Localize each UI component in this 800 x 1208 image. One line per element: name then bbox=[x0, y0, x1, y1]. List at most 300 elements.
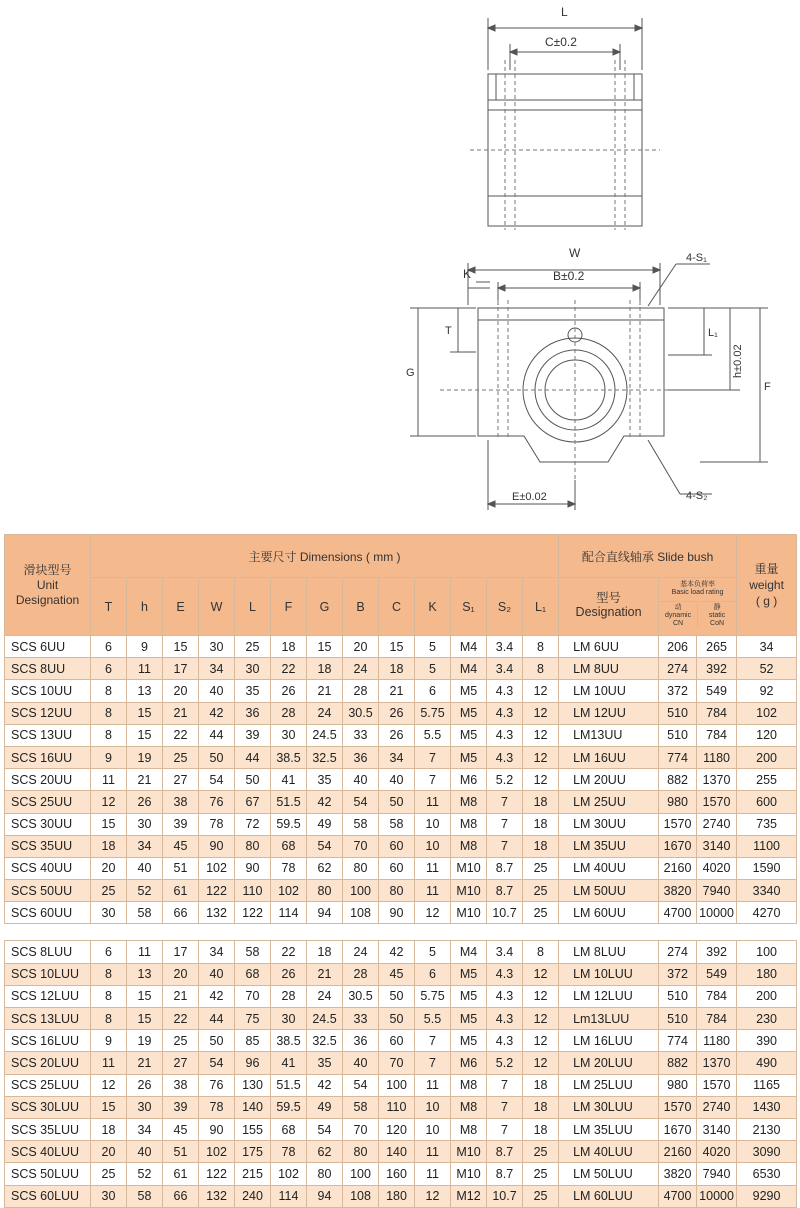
table-cell: 21 bbox=[127, 1052, 163, 1074]
table-row bbox=[5, 1030, 797, 1052]
table-cell: 50 bbox=[379, 1008, 415, 1030]
table-row bbox=[5, 724, 797, 746]
bush-designation-cell: LM 30LUU bbox=[559, 1096, 659, 1118]
table-cell: 34 bbox=[199, 658, 235, 680]
table-cell: 255 bbox=[737, 769, 797, 791]
unit-designation-cell: SCS 13UU bbox=[5, 724, 91, 746]
table-cell: 54 bbox=[307, 835, 343, 857]
table-cell: 180 bbox=[737, 963, 797, 985]
table-cell: 3820 bbox=[659, 1163, 697, 1185]
table-cell: 21 bbox=[307, 680, 343, 702]
table-cell: 15 bbox=[127, 724, 163, 746]
table-cell: 27 bbox=[163, 1052, 199, 1074]
table-cell: 60 bbox=[379, 835, 415, 857]
table-cell: 20 bbox=[343, 636, 379, 658]
table-cell: 18 bbox=[523, 1118, 559, 1140]
table-cell: 40 bbox=[343, 1052, 379, 1074]
table-cell: 12 bbox=[523, 680, 559, 702]
unit-header-en1: Unit bbox=[36, 577, 59, 592]
table-cell: 58 bbox=[235, 941, 271, 963]
table-cell: 90 bbox=[235, 857, 271, 879]
bush-designation-cell: LM 8UU bbox=[559, 658, 659, 680]
bush-designation-cell: LM 60LUU bbox=[559, 1185, 659, 1207]
table-cell: 51.5 bbox=[271, 791, 307, 813]
table-cell: 24.5 bbox=[307, 1008, 343, 1030]
dim-col-header: G bbox=[307, 578, 343, 636]
table-cell: 20 bbox=[163, 680, 199, 702]
table-cell: 51 bbox=[163, 1141, 199, 1163]
table-cell: 24 bbox=[343, 658, 379, 680]
table-cell: 78 bbox=[199, 1096, 235, 1118]
dim-label-h: h±0.02 bbox=[732, 344, 744, 378]
table-cell: 4.3 bbox=[487, 1008, 523, 1030]
bush-designation-header bbox=[559, 578, 659, 636]
bush-model-cn: 型号 bbox=[596, 591, 622, 605]
table-cell: 15 bbox=[127, 985, 163, 1007]
table-cell: 1570 bbox=[659, 1096, 697, 1118]
table-cell: 30 bbox=[235, 658, 271, 680]
table-cell: 3340 bbox=[737, 880, 797, 902]
table-cell: 42 bbox=[307, 791, 343, 813]
table-cell: 25 bbox=[163, 1030, 199, 1052]
bush-designation-cell: LM 40UU bbox=[559, 857, 659, 879]
table-cell: 35 bbox=[307, 769, 343, 791]
unit-designation-header bbox=[5, 535, 91, 636]
table-cell: M12 bbox=[451, 1185, 487, 1207]
table-cell: 30 bbox=[271, 1008, 307, 1030]
table-cell: 76 bbox=[199, 1074, 235, 1096]
table-cell: 59.5 bbox=[271, 813, 307, 835]
table-cell: 40 bbox=[379, 769, 415, 791]
table-cell: 11 bbox=[415, 1163, 451, 1185]
weight-header-unit: ( g ) bbox=[755, 594, 778, 608]
table-cell: 25 bbox=[163, 746, 199, 768]
table-cell: 52 bbox=[737, 658, 797, 680]
table-cell: 17 bbox=[163, 658, 199, 680]
table-cell: 15 bbox=[163, 636, 199, 658]
table-cell: 230 bbox=[737, 1008, 797, 1030]
table-cell: 7 bbox=[487, 1096, 523, 1118]
table-cell: 80 bbox=[379, 880, 415, 902]
table-row bbox=[5, 702, 797, 724]
table-cell: 34 bbox=[199, 941, 235, 963]
table-cell: 68 bbox=[271, 1118, 307, 1140]
table-cell: 372 bbox=[659, 963, 697, 985]
table-cell: 240 bbox=[235, 1185, 271, 1207]
table-cell: 25 bbox=[523, 1185, 559, 1207]
table-cell: 33 bbox=[343, 1008, 379, 1030]
table-cell: 11 bbox=[91, 769, 127, 791]
table-cell: M5 bbox=[451, 702, 487, 724]
unit-designation-cell: SCS 35LUU bbox=[5, 1118, 91, 1140]
table-cell: 50 bbox=[199, 1030, 235, 1052]
table-cell: 34 bbox=[379, 746, 415, 768]
table-row bbox=[5, 857, 797, 879]
table-cell: 35 bbox=[235, 680, 271, 702]
table-cell: 30 bbox=[91, 902, 127, 924]
dim-label-S1: 4-S₁ bbox=[686, 252, 707, 264]
table-cell: 33 bbox=[343, 724, 379, 746]
table-cell: 1100 bbox=[737, 835, 797, 857]
table-cell: 38 bbox=[163, 791, 199, 813]
table-cell: 15 bbox=[379, 636, 415, 658]
unit-designation-cell: SCS 12LUU bbox=[5, 985, 91, 1007]
table-cell: 175 bbox=[235, 1141, 271, 1163]
dim-col-header: L bbox=[235, 578, 271, 636]
table-cell: 30 bbox=[91, 1185, 127, 1207]
table-cell: 600 bbox=[737, 791, 797, 813]
static-cn: 静 bbox=[713, 604, 721, 611]
table-cell: 4270 bbox=[737, 902, 797, 924]
table-cell: 62 bbox=[307, 1141, 343, 1163]
table-cell: 10000 bbox=[697, 1185, 737, 1207]
table-cell: 114 bbox=[271, 902, 307, 924]
table-cell: 7 bbox=[415, 1030, 451, 1052]
table-row bbox=[5, 680, 797, 702]
bush-designation-cell: LM 35UU bbox=[559, 835, 659, 857]
table-row bbox=[5, 658, 797, 680]
bush-designation-cell: Lm13LUU bbox=[559, 1008, 659, 1030]
table-cell: 24 bbox=[343, 941, 379, 963]
table-cell: 40 bbox=[199, 963, 235, 985]
table-cell: 8 bbox=[91, 724, 127, 746]
table-cell: 96 bbox=[235, 1052, 271, 1074]
table-cell: 60 bbox=[379, 857, 415, 879]
table-cell: 7 bbox=[487, 1074, 523, 1096]
bush-designation-cell: LM 20UU bbox=[559, 769, 659, 791]
table-cell: 15 bbox=[127, 1008, 163, 1030]
table-cell: M4 bbox=[451, 658, 487, 680]
table-cell: 39 bbox=[163, 1096, 199, 1118]
dim-col-header: E bbox=[163, 578, 199, 636]
table-cell: 4020 bbox=[697, 857, 737, 879]
table-cell: 1370 bbox=[697, 1052, 737, 1074]
table-cell: 132 bbox=[199, 1185, 235, 1207]
table-cell: 34 bbox=[737, 636, 797, 658]
table-cell: 122 bbox=[199, 880, 235, 902]
table-cell: 15 bbox=[127, 702, 163, 724]
table-cell: 20 bbox=[163, 963, 199, 985]
table-cell: 61 bbox=[163, 1163, 199, 1185]
table-cell: 2160 bbox=[659, 857, 697, 879]
table-cell: M5 bbox=[451, 746, 487, 768]
table-cell: 11 bbox=[415, 857, 451, 879]
bush-designation-cell: LM 12UU bbox=[559, 702, 659, 724]
table-cell: 1590 bbox=[737, 857, 797, 879]
table-cell: 132 bbox=[199, 902, 235, 924]
table-row bbox=[5, 1118, 797, 1140]
table-cell: 180 bbox=[379, 1185, 415, 1207]
table-cell: M8 bbox=[451, 835, 487, 857]
table-cell: 30.5 bbox=[343, 985, 379, 1007]
table-cell: 25 bbox=[91, 880, 127, 902]
load-rating-header bbox=[659, 578, 737, 636]
unit-designation-cell: SCS 40LUU bbox=[5, 1141, 91, 1163]
table-cell: 54 bbox=[343, 1074, 379, 1096]
table-cell: 4.3 bbox=[487, 746, 523, 768]
table-row bbox=[5, 902, 797, 924]
table-cell: 7 bbox=[487, 813, 523, 835]
dim-label-L: L bbox=[561, 5, 568, 19]
spacer-cell bbox=[5, 924, 797, 941]
table-cell: 45 bbox=[379, 963, 415, 985]
table-cell: 13 bbox=[127, 680, 163, 702]
table-cell: 4700 bbox=[659, 1185, 697, 1207]
table-cell: 130 bbox=[235, 1074, 271, 1096]
table-cell: 68 bbox=[235, 963, 271, 985]
spec-table bbox=[4, 534, 797, 1208]
table-cell: 7 bbox=[415, 769, 451, 791]
table-cell: 735 bbox=[737, 813, 797, 835]
table-cell: 18 bbox=[523, 1074, 559, 1096]
table-cell: 3090 bbox=[737, 1141, 797, 1163]
table-cell: 35 bbox=[307, 1052, 343, 1074]
table-cell: 30 bbox=[127, 813, 163, 835]
table-row bbox=[5, 746, 797, 768]
dim-col-header: h bbox=[127, 578, 163, 636]
table-cell: 510 bbox=[659, 702, 697, 724]
table-cell: M5 bbox=[451, 1008, 487, 1030]
table-cell: 10 bbox=[415, 813, 451, 835]
table-cell: 38 bbox=[163, 1074, 199, 1096]
table-cell: 4.3 bbox=[487, 680, 523, 702]
table-cell: 18 bbox=[379, 658, 415, 680]
static-en2: CoN bbox=[710, 620, 725, 627]
table-cell: 54 bbox=[307, 1118, 343, 1140]
table-cell: M10 bbox=[451, 857, 487, 879]
table-cell: 784 bbox=[697, 985, 737, 1007]
table-cell: 72 bbox=[235, 813, 271, 835]
table-cell: 102 bbox=[199, 857, 235, 879]
table-cell: 66 bbox=[163, 902, 199, 924]
table-cell: 54 bbox=[199, 1052, 235, 1074]
table-cell: 510 bbox=[659, 1008, 697, 1030]
table-cell: 20 bbox=[91, 857, 127, 879]
table-cell: 26 bbox=[271, 680, 307, 702]
table-cell: 54 bbox=[343, 791, 379, 813]
table-cell: 12 bbox=[91, 791, 127, 813]
table-cell: 18 bbox=[523, 813, 559, 835]
table-cell: M8 bbox=[451, 1096, 487, 1118]
table-spacer-row bbox=[5, 924, 797, 941]
table-cell: 25 bbox=[523, 902, 559, 924]
table-cell: 784 bbox=[697, 1008, 737, 1030]
table-cell: M8 bbox=[451, 813, 487, 835]
table-cell: 11 bbox=[91, 1052, 127, 1074]
table-cell: 11 bbox=[127, 941, 163, 963]
table-cell: 108 bbox=[343, 1185, 379, 1207]
table-cell: 50 bbox=[199, 746, 235, 768]
table-cell: M10 bbox=[451, 1163, 487, 1185]
table-row bbox=[5, 1141, 797, 1163]
technical-drawing bbox=[0, 0, 800, 530]
table-cell: 200 bbox=[737, 746, 797, 768]
unit-designation-cell: SCS 6UU bbox=[5, 636, 91, 658]
dim-label-C: C±0.2 bbox=[545, 35, 577, 49]
table-cell: 12 bbox=[523, 746, 559, 768]
table-cell: 39 bbox=[163, 813, 199, 835]
table-cell: 7 bbox=[487, 1118, 523, 1140]
table-cell: 50 bbox=[235, 769, 271, 791]
table-cell: 28 bbox=[271, 985, 307, 1007]
dim-col-header: F bbox=[271, 578, 307, 636]
table-cell: 78 bbox=[199, 813, 235, 835]
bush-designation-cell: LM 6UU bbox=[559, 636, 659, 658]
table-cell: 85 bbox=[235, 1030, 271, 1052]
table-cell: 10.7 bbox=[487, 1185, 523, 1207]
table-cell: 8 bbox=[91, 680, 127, 702]
table-cell: 4.3 bbox=[487, 1030, 523, 1052]
table-cell: 20 bbox=[91, 1141, 127, 1163]
table-cell: 122 bbox=[235, 902, 271, 924]
table-cell: 18 bbox=[271, 636, 307, 658]
bush-designation-cell: LM 25UU bbox=[559, 791, 659, 813]
table-cell: 1570 bbox=[697, 791, 737, 813]
table-cell: 92 bbox=[737, 680, 797, 702]
table-cell: 32.5 bbox=[307, 1030, 343, 1052]
table-cell: 6 bbox=[91, 636, 127, 658]
table-cell: 8.7 bbox=[487, 1163, 523, 1185]
table-cell: 980 bbox=[659, 1074, 697, 1096]
dim-col-header: B bbox=[343, 578, 379, 636]
table-cell: 42 bbox=[307, 1074, 343, 1096]
bush-model-en: Designation bbox=[575, 605, 642, 619]
table-cell: 11 bbox=[415, 1074, 451, 1096]
table-cell: 10 bbox=[415, 1096, 451, 1118]
table-row bbox=[5, 1185, 797, 1207]
table-cell: 44 bbox=[199, 724, 235, 746]
table-cell: 36 bbox=[235, 702, 271, 724]
table-cell: 3.4 bbox=[487, 941, 523, 963]
table-cell: 22 bbox=[163, 724, 199, 746]
table-cell: 8 bbox=[523, 658, 559, 680]
table-cell: 67 bbox=[235, 791, 271, 813]
table-cell: 60 bbox=[379, 1030, 415, 1052]
table-cell: 15 bbox=[91, 1096, 127, 1118]
dynamic-en2: CN bbox=[673, 620, 684, 627]
table-cell: 45 bbox=[163, 835, 199, 857]
table-cell: 11 bbox=[415, 880, 451, 902]
table-cell: 25 bbox=[91, 1163, 127, 1185]
bush-designation-cell: LM 50UU bbox=[559, 880, 659, 902]
table-cell: 25 bbox=[523, 857, 559, 879]
table-cell: 41 bbox=[271, 769, 307, 791]
unit-designation-cell: SCS 30LUU bbox=[5, 1096, 91, 1118]
table-cell: 76 bbox=[199, 791, 235, 813]
dim-label-E: E±0.02 bbox=[512, 491, 547, 503]
table-cell: 4.3 bbox=[487, 702, 523, 724]
table-row bbox=[5, 1163, 797, 1185]
table-cell: 3140 bbox=[697, 1118, 737, 1140]
table-cell: 26 bbox=[127, 791, 163, 813]
table-cell: 41 bbox=[271, 1052, 307, 1074]
table-cell: 52 bbox=[127, 1163, 163, 1185]
table-cell: 58 bbox=[127, 902, 163, 924]
table-cell: 12 bbox=[415, 1185, 451, 1207]
table-cell: 49 bbox=[307, 813, 343, 835]
table-cell: 21 bbox=[379, 680, 415, 702]
table-cell: 40 bbox=[127, 1141, 163, 1163]
table-cell: 19 bbox=[127, 746, 163, 768]
table-cell: 784 bbox=[697, 702, 737, 724]
dim-col-header: S₁ bbox=[451, 578, 487, 636]
table-cell: 2740 bbox=[697, 1096, 737, 1118]
table-cell: 200 bbox=[737, 985, 797, 1007]
unit-designation-cell: SCS 40UU bbox=[5, 857, 91, 879]
table-cell: 70 bbox=[235, 985, 271, 1007]
table-cell: 94 bbox=[307, 902, 343, 924]
table-cell: 10000 bbox=[697, 902, 737, 924]
bush-designation-cell: LM 50LUU bbox=[559, 1163, 659, 1185]
table-cell: 7940 bbox=[697, 880, 737, 902]
table-cell: 24.5 bbox=[307, 724, 343, 746]
table-cell: 80 bbox=[343, 1141, 379, 1163]
table-cell: 80 bbox=[307, 1163, 343, 1185]
unit-designation-cell: SCS 60LUU bbox=[5, 1185, 91, 1207]
table-cell: 34 bbox=[127, 835, 163, 857]
table-cell: 45 bbox=[163, 1118, 199, 1140]
table-cell: 9 bbox=[91, 1030, 127, 1052]
table-cell: 8 bbox=[91, 1008, 127, 1030]
bush-designation-cell: LM 35LUU bbox=[559, 1118, 659, 1140]
unit-designation-cell: SCS 16UU bbox=[5, 746, 91, 768]
table-cell: 11 bbox=[415, 1141, 451, 1163]
table-cell: 882 bbox=[659, 1052, 697, 1074]
bush-designation-cell: LM 60UU bbox=[559, 902, 659, 924]
table-cell: 120 bbox=[379, 1118, 415, 1140]
table-cell: 5.75 bbox=[415, 985, 451, 1007]
unit-header-en2: Designation bbox=[15, 592, 80, 607]
table-cell: 21 bbox=[163, 985, 199, 1007]
table-cell: 510 bbox=[659, 985, 697, 1007]
table-cell: M10 bbox=[451, 902, 487, 924]
slide-bush-header: 配合直线轴承 Slide bush bbox=[559, 535, 737, 578]
table-cell: 58 bbox=[379, 813, 415, 835]
table-cell: 5.5 bbox=[415, 1008, 451, 1030]
table-cell: 24 bbox=[307, 985, 343, 1007]
table-cell: 392 bbox=[697, 941, 737, 963]
table-cell: M8 bbox=[451, 1074, 487, 1096]
bush-designation-cell: LM 10UU bbox=[559, 680, 659, 702]
unit-designation-cell: SCS 13LUU bbox=[5, 1008, 91, 1030]
table-cell: 12 bbox=[523, 1008, 559, 1030]
table-cell: 5 bbox=[415, 636, 451, 658]
table-cell: 102 bbox=[271, 1163, 307, 1185]
bush-designation-cell: LM 30UU bbox=[559, 813, 659, 835]
table-cell: 25 bbox=[523, 1163, 559, 1185]
table-cell: 12 bbox=[91, 1074, 127, 1096]
table-cell: 28 bbox=[343, 680, 379, 702]
bush-designation-cell: LM 20LUU bbox=[559, 1052, 659, 1074]
table-cell: 206 bbox=[659, 636, 697, 658]
table-cell: M8 bbox=[451, 791, 487, 813]
dynamic-cn: 动 bbox=[674, 604, 682, 611]
table-cell: 8 bbox=[91, 702, 127, 724]
table-cell: 9 bbox=[91, 746, 127, 768]
table-cell: 372 bbox=[659, 680, 697, 702]
dim-col-header: C bbox=[379, 578, 415, 636]
bush-designation-cell: LM 8LUU bbox=[559, 941, 659, 963]
table-cell: 42 bbox=[379, 941, 415, 963]
table-cell: 1570 bbox=[697, 1074, 737, 1096]
table-cell: 4.3 bbox=[487, 963, 523, 985]
weight-header-en: weight bbox=[749, 578, 784, 592]
table-cell: 30 bbox=[199, 636, 235, 658]
dim-label-W: W bbox=[569, 246, 581, 260]
table-cell: 30.5 bbox=[343, 702, 379, 724]
table-row bbox=[5, 941, 797, 963]
table-cell: 11 bbox=[415, 791, 451, 813]
